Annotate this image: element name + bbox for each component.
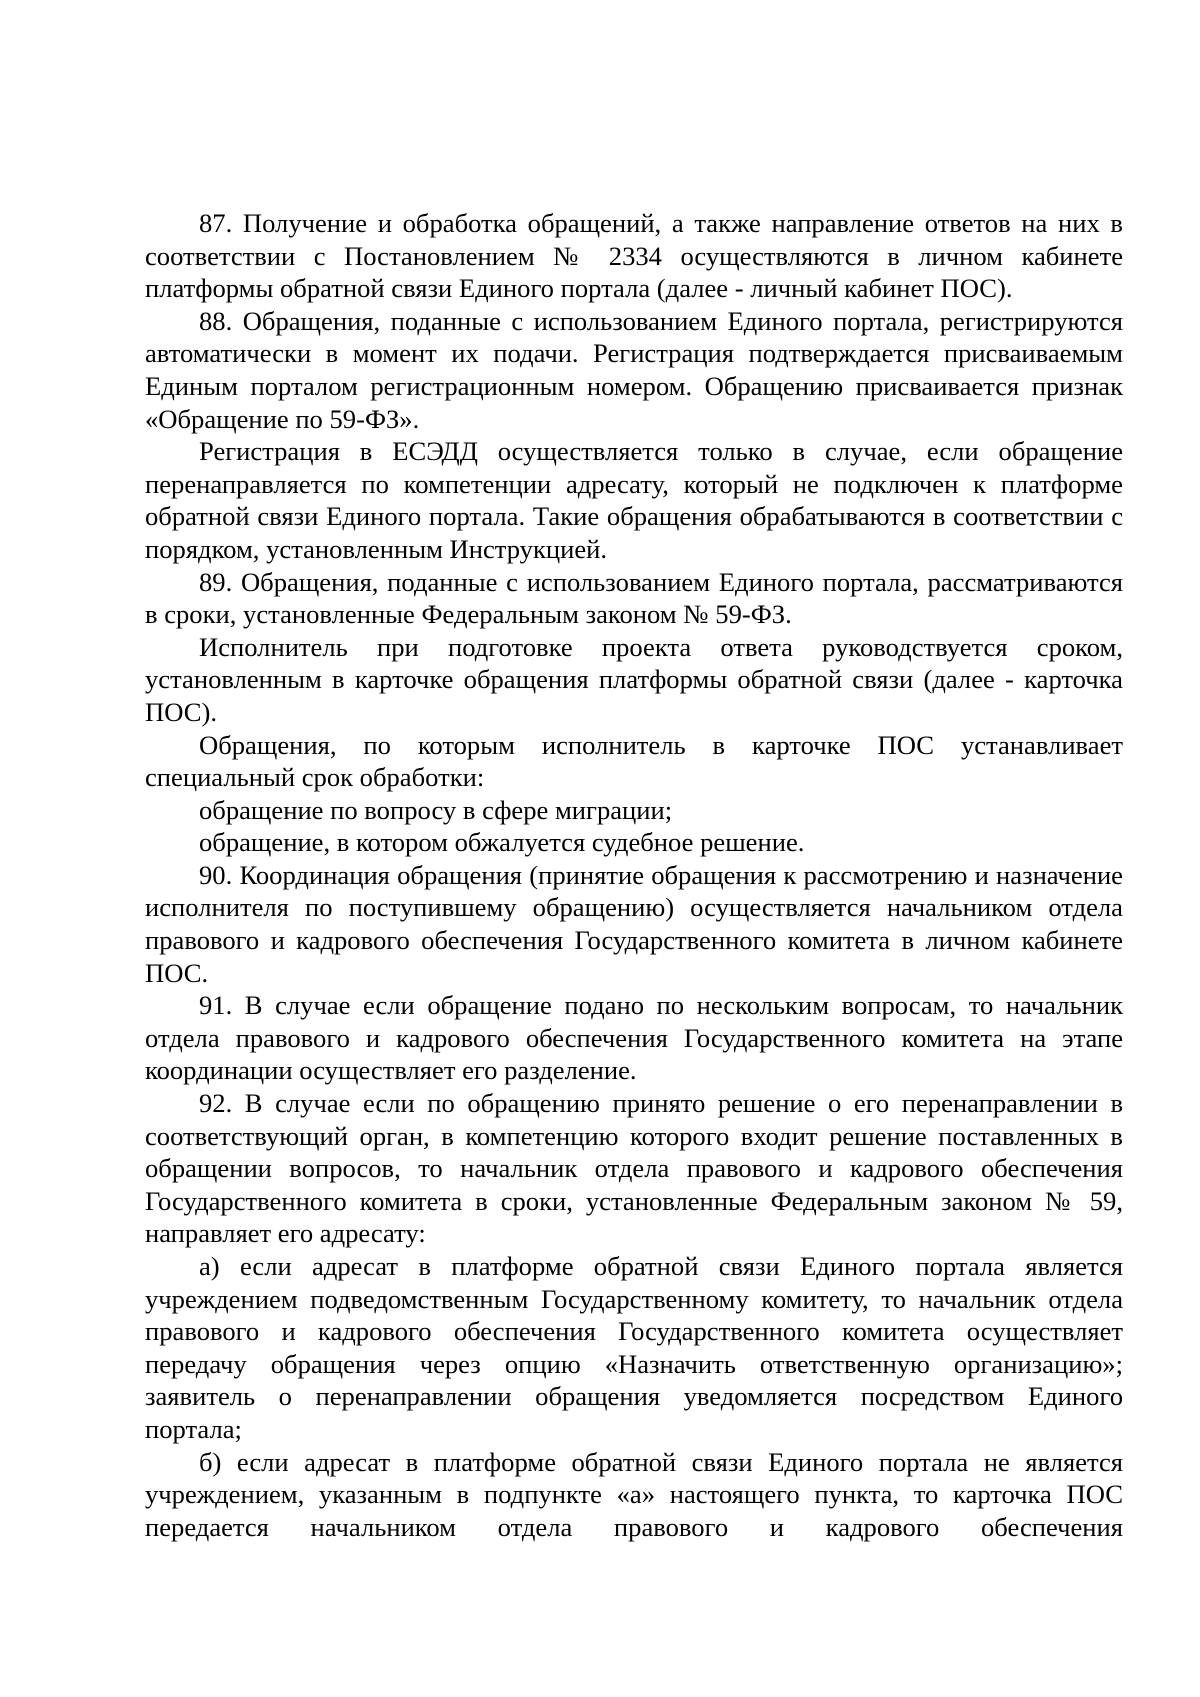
paragraph-89: 89. Обращения, поданные с использованием Единого портала, рассматриваются в сроки, установленные Федеральным законом № 59-ФЗ. [145, 566, 1123, 630]
list-item-migration: обращение по вопросу в сфере миграции; [199, 794, 673, 825]
paragraph-88: 88. Обращения, поданные с использованием Единого портала, регистрируются автоматически в момент их подачи. Регистрация подтверждается присваиваемым Единым порталом регистрационным номером. Обращению присваивается признак «Обращение по 59-ФЗ». [145, 305, 1123, 434]
paragraph-registration-esedd: Регистрация в ЕСЭДД осуществляется только в случае, если обращение перенаправляется по компетенции адресату, который не подключен к платформе обратной связи Единого портала. Такие обращения обрабатываются в соответствии с порядком, установленным Инструкцией. [145, 436, 1123, 564]
paragraph-92-b: б) если адресат в платформе обратной связи Единого портала не является учреждением, указанным в подпункте «а» настоящего пункта, то карточка ПОС передается начальником отдела правового и кадрового обеспечения [145, 1446, 1123, 1542]
list-item-court-decision: обращение, в котором обжалуется судебное решение. [199, 827, 805, 858]
document-body [145, 207, 1123, 1543]
paragraph-special-deadline: Обращения, по которым исполнитель в карточке ПОС устанавливает специальный срок обработки: [145, 729, 1123, 793]
paragraph-92-a: а) если адресат в платформе обратной связи Единого портала является учреждением подведомственным Государственному комитету, то начальник отдела правового и кадрового обеспечения Государственного комитета осуществляет передачу обращения через опцию «Назначить ответственную организацию»; заявитель о перенаправлении обращения уведомляется посредством Единого портала; [145, 1251, 1123, 1444]
paragraph-92: 92. В случае если по обращению принято решение о его перенаправлении в соответствующий орган, в компетенцию которого входит решение поставленных в обращении вопросов, то начальник отдела правового и кадрового обеспечения Государственного комитета в сроки, установленные Федеральным законом № 59, направляет его адресату: [145, 1088, 1123, 1249]
paragraph-90: 90. Координация обращения (принятие обращения к рассмотрению и назначение исполнителя по поступившему обращению) осуществляется начальником отдела правового и кадрового обеспечения Государственного комитета в личном кабинете ПОС. [145, 859, 1123, 988]
paragraph-87: 87. Получение и обработка обращений, а также направление ответов на них в соответствии с Постановлением № 2334 осуществляются в личном кабинете платформы обратной связи Единого портала (далее - личный кабинет ПОС). [145, 208, 1123, 304]
paragraph-executor-deadline: Исполнитель при подготовке проекта ответа руководствуется сроком, установленным в карточке обращения платформы обратной связи (далее - карточка ПОС). [145, 631, 1123, 727]
paragraph-91: 91. В случае если обращение подано по нескольким вопросам, то начальник отдела правового и кадрового обеспечения Государственного комитета на этапе координации осуществляет его разделение. [145, 990, 1123, 1086]
